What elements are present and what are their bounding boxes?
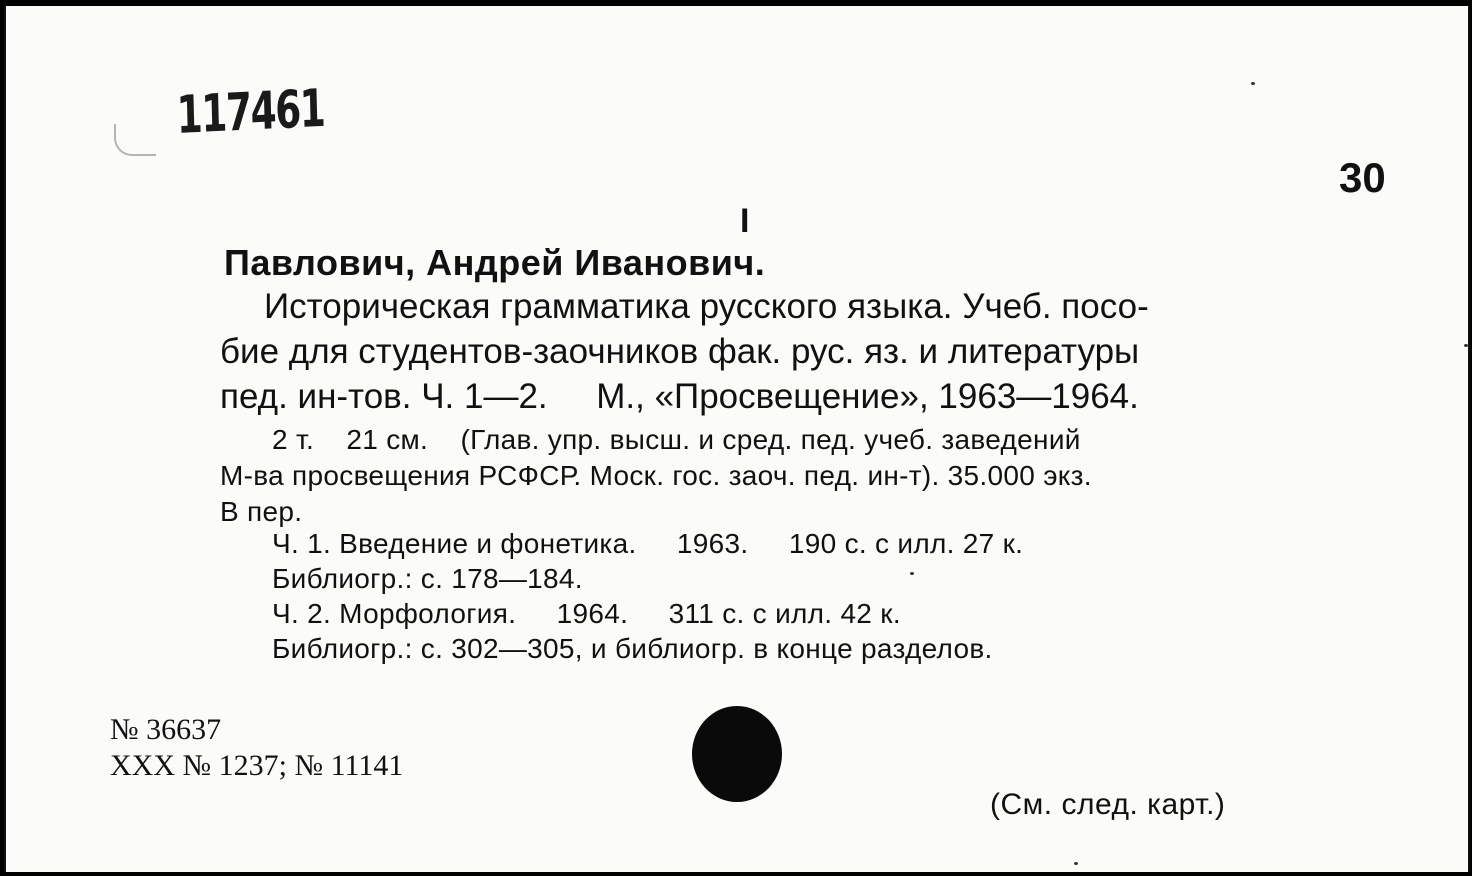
- dust-speck: [1464, 344, 1468, 347]
- dust-speck: [910, 572, 914, 575]
- catalog-number-line: № 36637: [110, 713, 222, 746]
- card-part-number: 30: [1339, 154, 1386, 201]
- title-line: пед. ин-тов. Ч. 1—2. М., «Просвещение», 1963—1964.: [220, 377, 1139, 416]
- continued-note: (См. след. карт.): [990, 788, 1226, 821]
- title-line: Историческая грамматика русского языка. Учеб. посо-: [264, 287, 1149, 326]
- dust-speck: [1074, 862, 1078, 865]
- description-block: [220, 422, 1400, 530]
- description-line: В пер.: [220, 496, 303, 527]
- part-bibliography: Библиогр.: с. 178—184.: [272, 563, 583, 594]
- title-block: [220, 284, 1400, 419]
- author-heading: Павлович, Андрей Иванович.: [224, 242, 766, 283]
- catalog-number-line: XXX № 1237; № 11141: [110, 749, 404, 782]
- title-line: бие для студентов-заочников фак. рус. яз. и литературы: [220, 332, 1140, 371]
- volume-numeral: I: [740, 202, 750, 240]
- catalog-card: [4, 6, 1470, 872]
- handwritten-mark: [114, 124, 156, 156]
- part-entry: Ч. 2. Морфология. 1964. 311 с. с илл. 42 к.: [272, 598, 901, 629]
- description-line: 2 т. 21 см. (Глав. упр. высш. и сред. пед. учеб. заведений: [272, 424, 1081, 455]
- part-entry: Ч. 1. Введение и фонетика. 1963. 190 с. с илл. 27 к.: [272, 528, 1024, 559]
- part-bibliography: Библиогр.: с. 302—305, и библиогр. в конце разделов.: [272, 633, 993, 664]
- description-line: М-ва просвещения РСФСР. Моск. гос. заоч. пед. ин-т). 35.000 экз.: [220, 460, 1092, 491]
- punch-hole: [692, 706, 782, 802]
- catalog-numbers: [110, 712, 403, 784]
- parts-list: [272, 526, 1023, 666]
- handwritten-inventory-number: 117461: [176, 78, 326, 146]
- dust-speck: [1251, 82, 1255, 85]
